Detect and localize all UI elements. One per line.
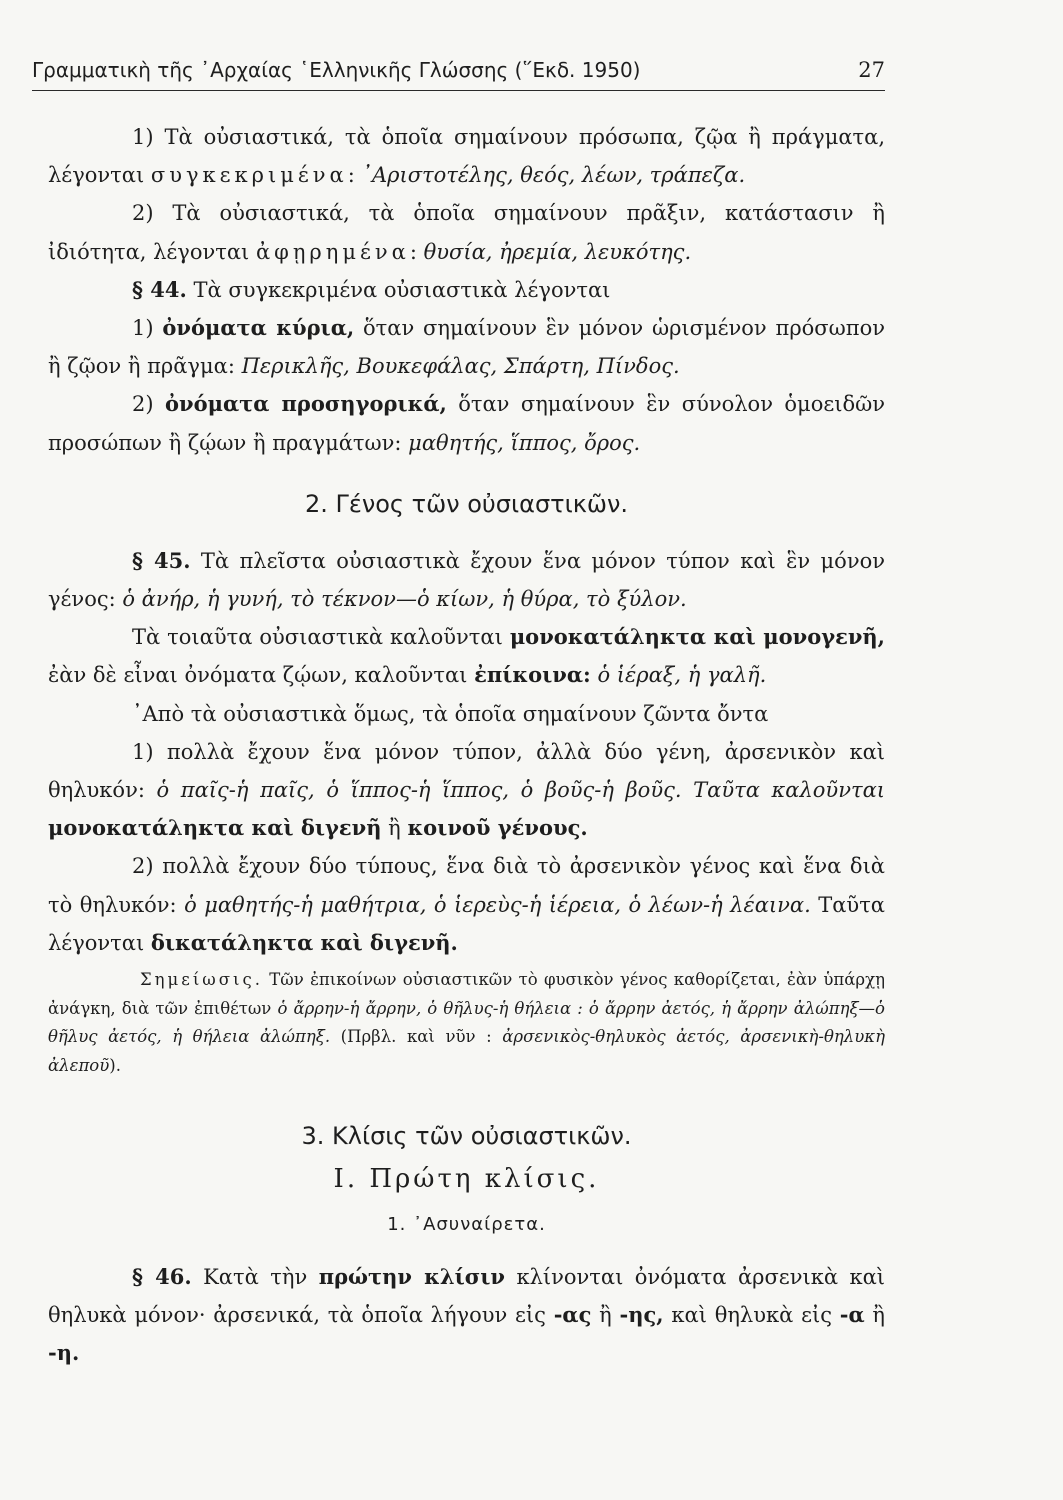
bold-term: μονοκατάληκτα καὶ διγενῆ (48, 815, 382, 841)
ending: -ας (553, 1302, 592, 1328)
paragraph-common-gender: 1) πολλὰ ἔχουν ἕνα μόνον τύπον, ἀλλὰ δύο γένη, ἀρσενικὸν καὶ θηλυκόν: ὁ παῖς-ἡ παῖς, ὁ ἵππος-ἡ ἵππος, ὁ βοῦς-ἡ βοῦς. Ταῦτα καλοῦνται μονοκατάληκτα καὶ διγενῆ ἢ κοινοῦ γένους. (48, 739, 885, 841)
section-number: § 45. (132, 547, 191, 573)
examples: ἀρσενικὸς-θηλυκὸς ἀετός, ἀρσενικὴ-θηλυκὴ ἀλεποῦ (48, 1027, 886, 1075)
examples: ὁ ἱέραξ, ἡ γαλῆ. (597, 663, 767, 688)
bold-term: κοινοῦ γένους. (407, 815, 588, 841)
heading-declension: 3. Κλίσις τῶν οὐσιαστικῶν. (301, 1122, 632, 1151)
examples: μαθητής, ἵππος, ὄρος. (408, 430, 641, 455)
book-title: Γραμματικὴ τῆς ᾿Αρχαίας ῾Ελληνικῆς Γλώσσης (῞Εκδ. 1950) (32, 58, 641, 82)
section-45: § 45. Τὰ πλεῖστα οὐσιαστικὰ ἔχουν ἕνα μόνον τύπον καὶ ἓν μόνον γένος: ὁ ἀνήρ, ἡ γυνή, τὸ τέκνον—ὁ κίων, ἡ θύρα, τὸ ξύλον. (48, 547, 885, 612)
heading-gender: 2. Γένος τῶν οὐσιαστικῶν. (304, 489, 629, 518)
note-label: Σημείωσις. (140, 970, 263, 990)
bold-term: δικατάληκτα καὶ διγενῆ. (150, 929, 458, 955)
heading-uncontracted: 1. ᾿Ασυναίρετα. (387, 1214, 546, 1236)
section-46: § 46. Κατὰ τὴν πρώτην κλίσιν κλίνονται ὀνόματα ἀρσενικὰ καὶ θηλυκὰ μόνον· ἀρσενικά, τὰ ὁποῖα λήγουν εἰς -ας ἢ -ης, καὶ θηλυκὰ εἰς -α ἢ -η. (48, 1264, 886, 1366)
paragraph-living-beings: ᾿Απὸ τὰ οὐσιαστικὰ ὅμως, τὰ ὁποῖα σημαίνουν ζῶντα ὄντα (132, 701, 769, 726)
examples: ὁ ἀνήρ, ἡ γυνή, τὸ τέκνον—ὁ κίων, ἡ θύρα, τὸ ξύλον. (122, 587, 687, 612)
bold-term: πρώτην κλίσιν (318, 1264, 505, 1290)
heading-first-declension: Ι. Πρώτη κλίσις. (333, 1164, 600, 1195)
ending: -ης, (619, 1302, 664, 1328)
bold-term: μονοκατάληκτα καὶ μονογενῆ, (509, 624, 885, 650)
running-header (32, 58, 885, 91)
spaced-term: ἀφῃρημένα (255, 239, 410, 264)
paragraph-common-nouns: 2) ὀνόματα προσηγορικά, ὅταν σημαίνουν ἓν σύνολον ὁμοειδῶν προσώπων ἢ ζῴων ἢ πραγμάτων: μαθητής, ἵππος, ὄρος. (48, 391, 885, 455)
examples: Περικλῆς, Βουκεφάλας, Σπάρτη, Πίνδος. (241, 354, 680, 379)
examples: θυσία, ἠρεμία, λευκότης. (423, 239, 692, 264)
bold-term: ὀνόματα κύρια, (162, 315, 355, 341)
paragraph-abstract-nouns: 2) Τὰ οὐσιαστικά, τὰ ὁποῖα σημαίνουν πρᾶξιν, κατάστασιν ἢ ἰδιότητα, λέγονται ἀφῃρημένα: θυσία, ἠρεμία, λευκότης. (48, 201, 885, 264)
section-44: § 44. Τὰ συγκεκριμένα οὐσιαστικὰ λέγονται (132, 276, 611, 302)
paragraph-concrete-nouns: 1) Τὰ οὐσιαστικά, τὰ ὁποῖα σημαίνουν πρόσωπα, ζῷα ἢ πράγματα, λέγονται συγκεκριμένα: ᾿Αριστοτέλης, θεός, λέων, τράπεζα. (48, 125, 885, 188)
section-number: § 44. (132, 276, 187, 302)
examples: ᾿Αριστοτέλης, θεός, λέων, τράπεζα. (361, 163, 746, 188)
note: Σημείωσις. Τῶν ἐπικοίνων οὐσιαστικῶν τὸ φυσικὸν γένος καθορίζεται, ἐὰν ὑπάρχῃ ἀνάγκη, διὰ τῶν ἐπιθέτων ὁ ἄρρην-ἡ ἄρρην, ὁ θῆλυς-ἡ θήλεια : ὁ ἄρρην ἀετός, ἡ ἄρρην ἀλώπηξ—ὁ θῆλυς ἀετός, ἡ θήλεια ἀλώπηξ. (Πρβλ. καὶ νῦν : ἀρσενικὸς-θηλυκὸς ἀετός, ἀρσενικὴ-θηλυκὴ ἀλεποῦ). (48, 970, 886, 1075)
paragraph-monogenic: Τὰ τοιαῦτα οὐσιαστικὰ καλοῦνται μονοκατάληκτα καὶ μονογενῆ, ἐὰν δὲ εἶναι ὀνόματα ζῴων, καλοῦνται ἐπίκοινα: ὁ ἱέραξ, ἡ γαλῆ. (48, 624, 885, 688)
page-number: 27 (858, 58, 885, 82)
bold-term: ἐπίκοινα: (474, 662, 591, 688)
ending: -η. (48, 1340, 80, 1366)
ending: -α (839, 1302, 865, 1328)
spaced-term: συγκεκριμένα (150, 163, 348, 188)
bold-term: ὀνόματα προσηγορικά, (165, 391, 447, 417)
section-number: § 46. (132, 1264, 192, 1290)
paragraph-proper-nouns: 1) ὀνόματα κύρια, ὅταν σημαίνουν ἓν μόνον ὡρισμένον πρόσωπον ἢ ζῷον ἢ πρᾶγμα: Περικλῆς, Βουκεφάλας, Σπάρτη, Πίνδος. (48, 315, 885, 379)
examples: ὁ παῖς-ἡ παῖς, ὁ ἵππος-ἡ ἵππος, ὁ βοῦς-ἡ βοῦς. Ταῦτα καλοῦνται (156, 778, 885, 803)
paragraph-two-forms: 2) πολλὰ ἔχουν δύο τύπους, ἕνα διὰ τὸ ἀρσενικὸν γένος καὶ ἕνα διὰ τὸ θηλυκόν: ὁ μαθητής-ἡ μαθήτρια, ὁ ἱερεὺς-ἡ ἱέρεια, ὁ λέων-ἡ λέαινα. Ταῦτα λέγονται δικατάληκτα καὶ διγενῆ. (48, 854, 885, 955)
examples: ὁ μαθητής-ἡ μαθήτρια, ὁ ἱερεὺς-ἡ ἱέρεια, ὁ λέων-ἡ λέαινα. (184, 892, 811, 917)
page-body (48, 118, 885, 1373)
examples: ὁ ἄρρην-ἡ ἄρρην, ὁ θῆλυς-ἡ θήλεια : ὁ ἄρρην ἀετός, ἡ ἄρρην ἀλώπηξ—ὁ θῆλυς ἀετός, ἡ θήλεια ἀλώπηξ. (48, 998, 885, 1047)
